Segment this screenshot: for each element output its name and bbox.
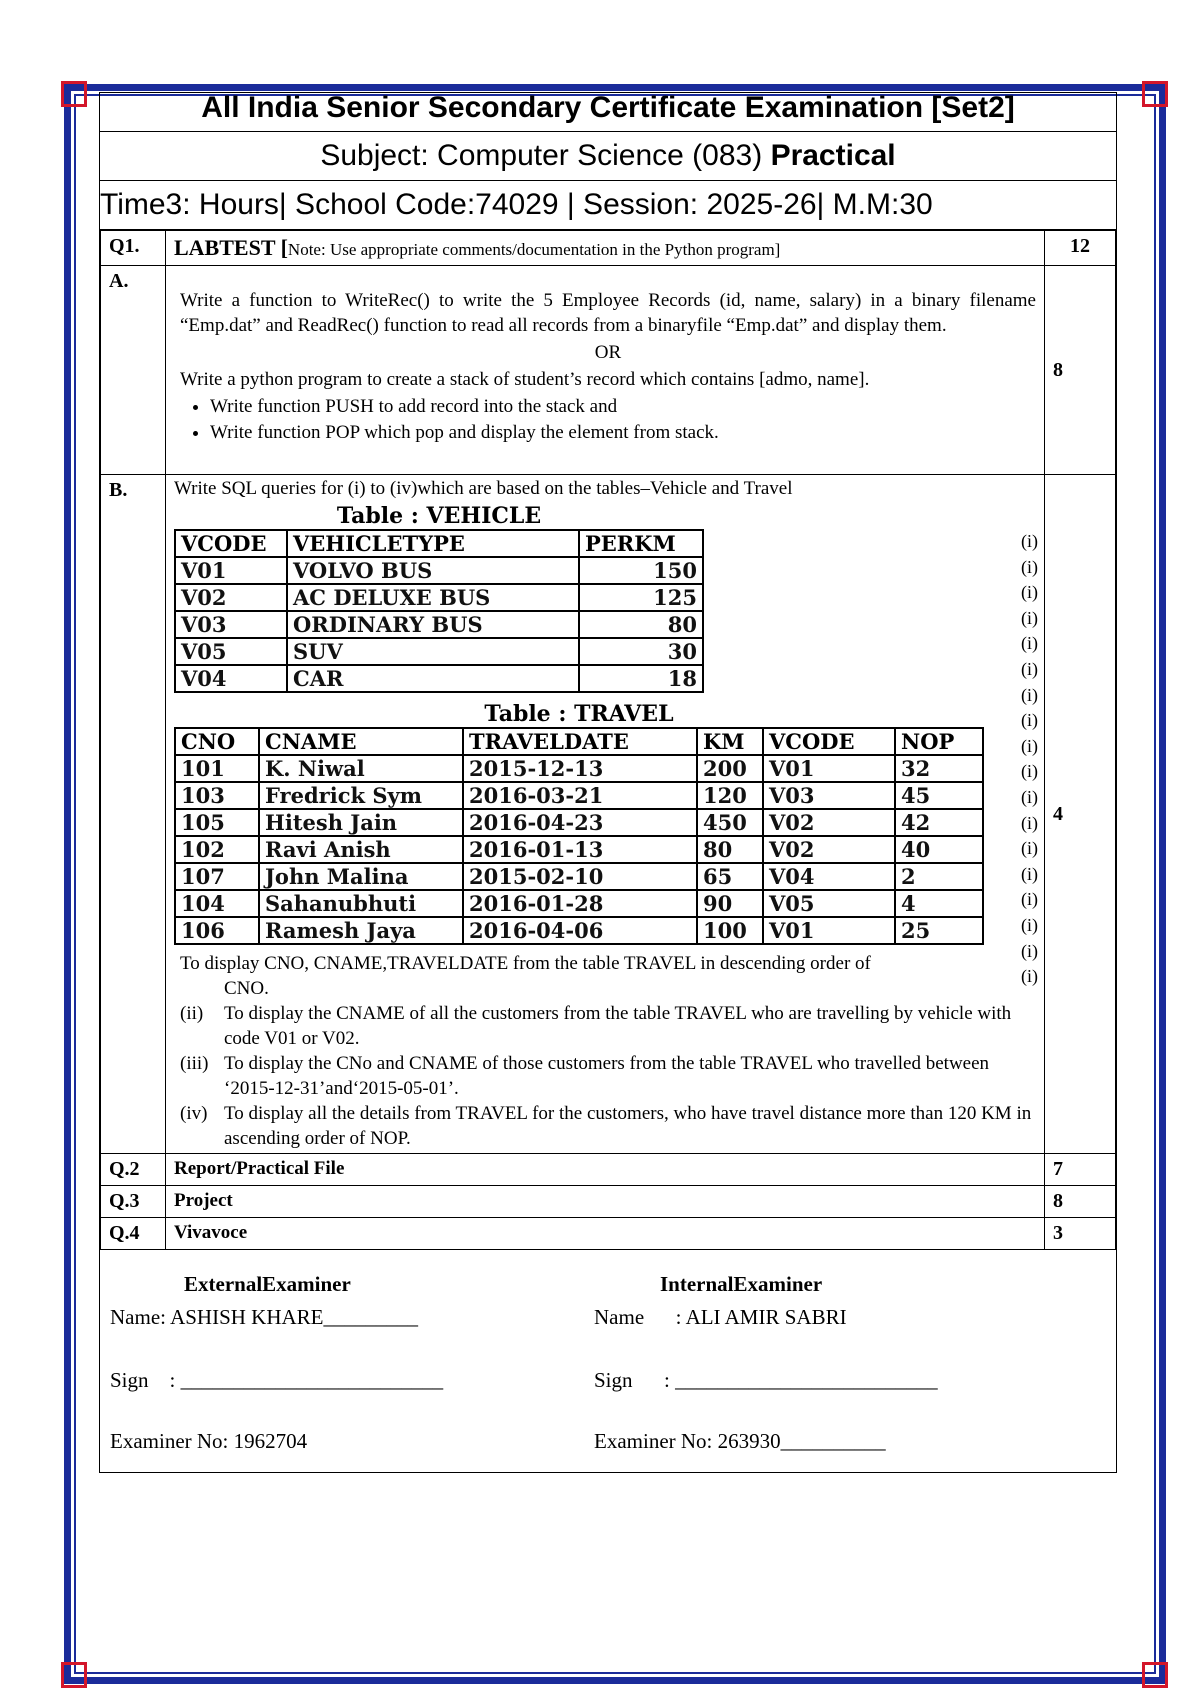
q4-marks: 3 <box>1045 1218 1116 1250</box>
query-item <box>180 1001 1036 1051</box>
q2-row <box>101 1154 1116 1186</box>
vehicle-header-cell: VCODE <box>175 530 287 557</box>
i-marker: (i) <box>1021 607 1038 628</box>
travel-table-title: Table : TRAVEL <box>484 701 674 727</box>
travel-cell: 107 <box>175 863 259 890</box>
q1-title: LABTEST [ <box>174 235 288 260</box>
vehicle-row <box>175 584 703 611</box>
travel-header-cell: CNO <box>175 728 259 755</box>
q1a-alt-text: Write a python program to create a stack of student’s record which contains [admo, name]. <box>180 369 870 390</box>
travel-header-cell: CNAME <box>259 728 463 755</box>
vehicle-row <box>175 557 703 584</box>
border-corner <box>61 81 87 107</box>
q1-header-row <box>101 231 1116 266</box>
exam-title: All India Senior Secondary Certificate Examination [Set2] <box>100 93 1116 132</box>
travel-cell: 2015-12-13 <box>463 755 697 782</box>
i-marker: (i) <box>1021 658 1038 679</box>
i-marker: (i) <box>1021 531 1038 551</box>
travel-row <box>175 836 983 863</box>
vehicle-header-cell: VEHICLETYPE <box>287 530 579 557</box>
query-item <box>180 1101 1036 1151</box>
travel-cell: 2016-03-21 <box>463 782 697 809</box>
query-text: To display the CNo and CNAME of those customers from the table TRAVEL who travelled between ‘2015-12-31’and‘2015-05-01’. <box>224 1053 990 1099</box>
subject-line <box>100 132 1116 181</box>
i-markers <box>1021 529 1038 990</box>
q2-marks: 7 <box>1045 1154 1116 1186</box>
travel-header-cell: NOP <box>895 728 983 755</box>
exam-paper <box>99 92 1117 1473</box>
vehicle-cell: SUV <box>287 638 579 665</box>
travel-cell: 105 <box>175 809 259 836</box>
i-marker: (i) <box>1021 812 1038 833</box>
travel-cell: 102 <box>175 836 259 863</box>
travel-cell: V01 <box>763 917 895 944</box>
q2-number: Q.2 <box>101 1154 166 1186</box>
travel-row <box>175 863 983 890</box>
travel-cell: 104 <box>175 890 259 917</box>
travel-header-cell: KM <box>697 728 763 755</box>
travel-cell: Fredrick Sym <box>259 782 463 809</box>
query-item <box>180 1051 1036 1101</box>
q2-title: Report/Practical File <box>166 1154 1045 1186</box>
vehicle-cell: AC DELUXE BUS <box>287 584 579 611</box>
internal-examiner-no: Examiner No: 263930__________ <box>594 1429 886 1453</box>
q1a-row <box>101 266 1116 475</box>
travel-cell: 450 <box>697 809 763 836</box>
vehicle-cell: 80 <box>579 611 703 638</box>
query-label: (iv) <box>180 1103 208 1124</box>
q3-title: Project <box>166 1186 1045 1218</box>
external-examiner-no: Examiner No: 1962704 <box>110 1429 308 1453</box>
vehicle-cell: V04 <box>175 665 287 692</box>
border-corner <box>1142 1662 1168 1688</box>
vehicle-cell: 125 <box>579 584 703 611</box>
travel-cell: 2 <box>895 863 983 890</box>
travel-cell: 101 <box>175 755 259 782</box>
travel-header-cell: TRAVELDATE <box>463 728 697 755</box>
q1a-text: Write a function to WriteRec() to write the 5 Employee Records (id, name, salary) in a binary filename “Emp.dat” and ReadRec() function to read all records from a binaryfile “Emp.dat” and display them. <box>180 290 1036 336</box>
travel-cell: 200 <box>697 755 763 782</box>
vehicle-cell: V01 <box>175 557 287 584</box>
q4-number: Q.4 <box>101 1218 166 1250</box>
travel-cell: 2016-04-23 <box>463 809 697 836</box>
questions-table <box>100 230 1116 1250</box>
vehicle-row <box>175 611 703 638</box>
travel-cell: 120 <box>697 782 763 809</box>
i-marker: (i) <box>1021 582 1038 603</box>
i-marker: (i) <box>1021 786 1038 807</box>
i-marker: (i) <box>1021 914 1038 935</box>
q1a-marks: 8 <box>1045 266 1116 475</box>
travel-cell: John Malina <box>259 863 463 890</box>
travel-cell: Ramesh Jaya <box>259 917 463 944</box>
bullet-item: • Write function POP which pop and display the element from stack. <box>210 420 1036 446</box>
external-examiner <box>110 1272 443 1488</box>
q1b-label: B. <box>101 475 166 1154</box>
travel-row <box>175 917 983 944</box>
border-corner <box>61 1662 87 1688</box>
i-marker: (i) <box>1021 966 1038 987</box>
i-marker: (i) <box>1021 863 1038 884</box>
vehicle-cell: V03 <box>175 611 287 638</box>
vehicle-table <box>174 529 704 693</box>
query-label: (ii) <box>180 1003 204 1024</box>
travel-cell: V05 <box>763 890 895 917</box>
travel-row <box>175 755 983 782</box>
travel-cell: 2016-04-06 <box>463 917 697 944</box>
travel-row <box>175 782 983 809</box>
travel-cell: 103 <box>175 782 259 809</box>
subject-text: Subject: Computer Science (083) <box>320 139 771 172</box>
q1-marks: 12 <box>1045 231 1116 266</box>
query-text: To display CNO, CNAME,TRAVELDATE from the table TRAVEL in descending order of <box>180 953 871 974</box>
travel-cell: 65 <box>697 863 763 890</box>
q1-note: Note: Use appropriate comments/documentation in the Python program] <box>287 240 781 259</box>
travel-cell: V01 <box>763 755 895 782</box>
i-marker: (i) <box>1021 838 1038 859</box>
travel-cell: 45 <box>895 782 983 809</box>
query-text: To display all the details from TRAVEL for the customers, who have travel distance more than 120 KM in ascending order of NOP. <box>224 1103 1032 1149</box>
travel-cell: Sahanubhuti <box>259 890 463 917</box>
travel-cell: Ravi Anish <box>259 836 463 863</box>
q1-number: Q1. <box>101 231 166 266</box>
travel-cell: 42 <box>895 809 983 836</box>
bullet-item: • Write function PUSH to add record into the stack and <box>210 394 1036 420</box>
travel-cell: 90 <box>697 890 763 917</box>
internal-examiner-sign: Sign : _________________________ <box>594 1368 938 1392</box>
travel-row <box>175 809 983 836</box>
q1b-row <box>101 475 1116 1154</box>
query-label: (iii) <box>180 1053 209 1074</box>
vehicle-cell: 150 <box>579 557 703 584</box>
internal-examiner <box>594 1272 938 1488</box>
q1a-bullets <box>186 394 1036 446</box>
travel-cell: V02 <box>763 836 895 863</box>
vehicle-row <box>175 638 703 665</box>
q1-title-cell <box>166 231 1045 266</box>
q1b-intro: Write SQL queries for (i) to (iv)which are based on the tables–Vehicle and Travel <box>174 478 793 499</box>
vehicle-cell: CAR <box>287 665 579 692</box>
q1a-label: A. <box>101 266 166 475</box>
travel-cell: 100 <box>697 917 763 944</box>
external-examiner-name: Name: ASHISH KHARE_________ <box>110 1305 418 1329</box>
i-marker: (i) <box>1021 710 1038 731</box>
vehicle-cell: 30 <box>579 638 703 665</box>
q3-number: Q.3 <box>101 1186 166 1218</box>
travel-cell: 2016-01-28 <box>463 890 697 917</box>
vehicle-cell: V05 <box>175 638 287 665</box>
border-corner <box>1142 81 1168 107</box>
i-marker: (i) <box>1021 735 1038 756</box>
q1b-marks: 4 <box>1045 475 1116 1154</box>
i-marker: (i) <box>1021 556 1038 577</box>
internal-examiner-name: Name : ALI AMIR SABRI <box>594 1305 847 1329</box>
i-marker: (i) <box>1021 940 1038 961</box>
examiner-footer <box>100 1250 1116 1472</box>
i-marker: (i) <box>1021 633 1038 654</box>
external-examiner-title: ExternalExaminer <box>184 1272 351 1296</box>
q4-title: Vivavoce <box>166 1218 1045 1250</box>
q4-row <box>101 1218 1116 1250</box>
vehicle-row <box>175 665 703 692</box>
travel-cell: 25 <box>895 917 983 944</box>
sql-query-list <box>180 951 1036 1151</box>
or-label: OR <box>594 342 622 363</box>
travel-cell: 4 <box>895 890 983 917</box>
travel-header-cell: VCODE <box>763 728 895 755</box>
travel-cell: 40 <box>895 836 983 863</box>
i-marker: (i) <box>1021 761 1038 782</box>
query-item-cont: CNO. <box>224 978 269 999</box>
travel-cell: 2015-02-10 <box>463 863 697 890</box>
travel-cell: V03 <box>763 782 895 809</box>
vehicle-table-title: Table : VEHICLE <box>336 503 542 529</box>
travel-cell: V04 <box>763 863 895 890</box>
travel-table <box>174 727 984 945</box>
internal-examiner-title: InternalExaminer <box>660 1272 823 1296</box>
travel-cell: Hitesh Jain <box>259 809 463 836</box>
q1a-body <box>166 266 1045 475</box>
vehicle-cell: 18 <box>579 665 703 692</box>
external-examiner-sign: Sign : _________________________ <box>110 1368 444 1392</box>
vehicle-header-cell: PERKM <box>579 530 703 557</box>
travel-cell: 106 <box>175 917 259 944</box>
vehicle-cell: VOLVO BUS <box>287 557 579 584</box>
i-marker: (i) <box>1021 684 1038 705</box>
exam-info-line: Time3: Hours| School Code:74029 | Session: 2025-26| M.M:30 <box>100 181 1116 230</box>
travel-cell: K. Niwal <box>259 755 463 782</box>
query-item <box>180 951 1036 976</box>
q1b-body <box>166 475 1045 1154</box>
subject-bold: Practical <box>770 139 896 172</box>
travel-row <box>175 890 983 917</box>
q3-row <box>101 1186 1116 1218</box>
travel-cell: 2016-01-13 <box>463 836 697 863</box>
q3-marks: 8 <box>1045 1186 1116 1218</box>
i-marker: (i) <box>1021 889 1038 910</box>
vehicle-cell: V02 <box>175 584 287 611</box>
travel-cell: 80 <box>697 836 763 863</box>
query-text: To display the CNAME of all the customers from the table TRAVEL who are travelling by vehicle with code V01 or V02. <box>224 1003 1012 1049</box>
travel-cell: V02 <box>763 809 895 836</box>
travel-cell: 32 <box>895 755 983 782</box>
vehicle-cell: ORDINARY BUS <box>287 611 579 638</box>
